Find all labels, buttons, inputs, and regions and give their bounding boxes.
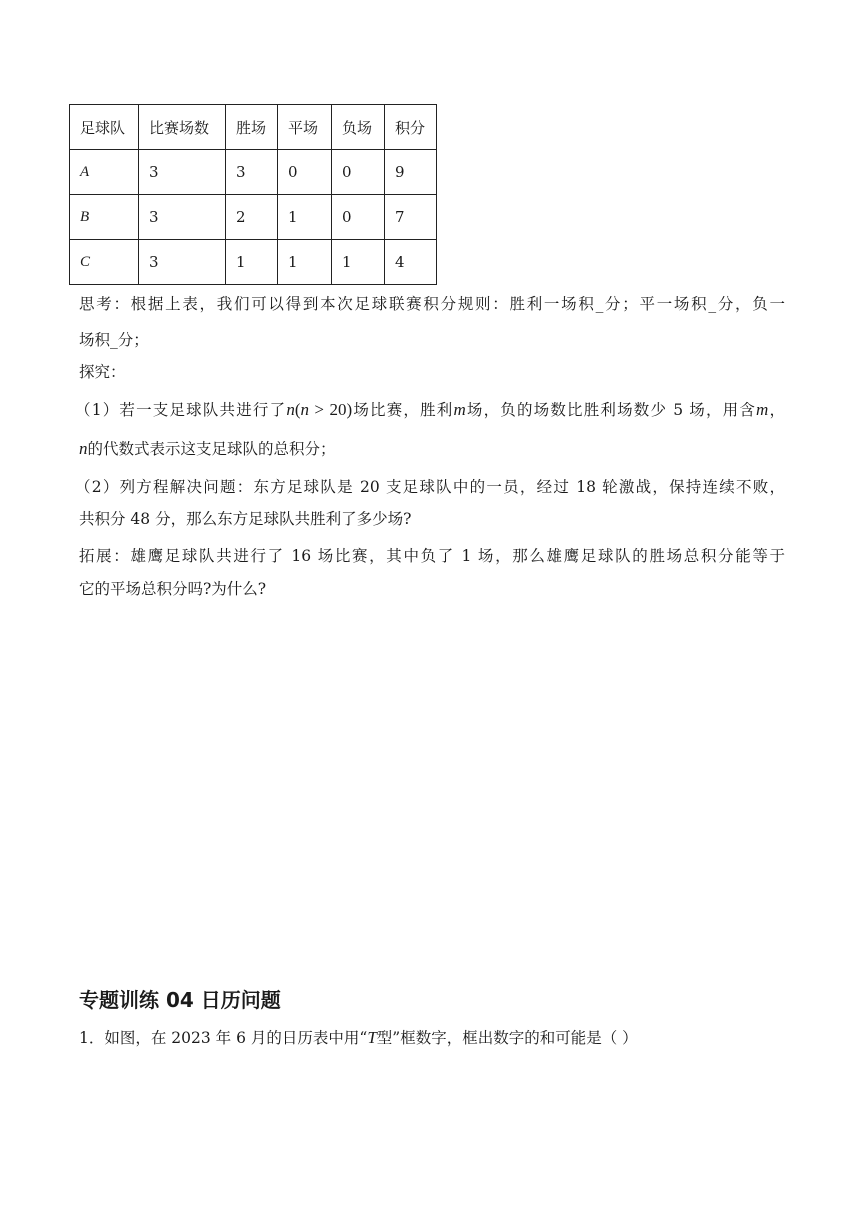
table-cell: 3 <box>139 150 226 195</box>
explore-label: 探究： <box>79 363 126 381</box>
q1-prefix: （1）若一支足球队共进行了 <box>75 401 287 419</box>
q1-var-n: n <box>286 400 295 419</box>
table-cell: 9 <box>385 150 437 195</box>
question-1-line-2 <box>79 434 785 464</box>
q1-var-n2: n <box>79 439 88 458</box>
q1-suffix: 的代数式表示这支足球队的总积分； <box>87 440 336 458</box>
q1-var-m2: m <box>756 400 769 419</box>
table-cell: 0 <box>332 195 385 240</box>
q1-paren-open: ( <box>294 400 301 419</box>
q1-paren-close: ) <box>346 400 353 419</box>
table-header-cell: 足球队 <box>70 105 139 150</box>
table-cell: 3 <box>139 195 226 240</box>
table-cell: 3 <box>139 240 226 285</box>
problem-1-var-T: T <box>367 1028 377 1047</box>
question-1-line-1 <box>75 395 785 425</box>
table-cell: 2 <box>226 195 278 240</box>
q1-mid-2: 场，负的场数比胜利场数少 5 场，用含 <box>465 401 757 419</box>
problem-1 <box>79 1023 785 1053</box>
table-row <box>70 195 437 240</box>
table-header-cell: 比赛场数 <box>139 105 226 150</box>
extend-line-2: 它的平场总积分吗?为什么? <box>79 580 267 598</box>
table-row <box>70 240 437 285</box>
table-cell: A <box>70 150 139 195</box>
table-header-cell: 负场 <box>332 105 385 150</box>
table-cell: B <box>70 195 139 240</box>
q1-var-n-inner: n <box>300 400 309 419</box>
q1-var-m: m <box>453 400 466 419</box>
table-header-cell: 积分 <box>385 105 437 150</box>
q1-mid-1: 场比赛，胜利 <box>352 401 454 419</box>
q1-gt-20: > 20 <box>308 400 347 419</box>
think-line-2: 场积_分； <box>79 331 149 349</box>
table-cell: 0 <box>332 150 385 195</box>
table-header-cell: 平场 <box>278 105 332 150</box>
table-cell: C <box>70 240 139 285</box>
table-cell: 1 <box>278 195 332 240</box>
score-table <box>69 104 437 285</box>
table-row <box>70 150 437 195</box>
think-line-1: 思考：根据上表，我们可以得到本次足球联赛积分规则：胜利一场积_分；平一场积_分，负一 <box>79 295 785 313</box>
extend-line-1: 拓展：雄鹰足球队共进行了 16 场比赛，其中负了 1 场，那么雄鹰足球队的胜场总积分能等于 <box>79 547 785 565</box>
table-cell: 7 <box>385 195 437 240</box>
section-title: 专题训练 04 日历问题 <box>79 988 281 1012</box>
table-cell: 3 <box>226 150 278 195</box>
table-cell: 1 <box>332 240 385 285</box>
table-header-cell: 胜场 <box>226 105 278 150</box>
q1-comma: ， <box>768 401 785 419</box>
table-cell: 4 <box>385 240 437 285</box>
table-cell: 1 <box>226 240 278 285</box>
table-cell: 0 <box>278 150 332 195</box>
question-2-line-1: （2）列方程解决问题：东方足球队是 20 支足球队中的一员，经过 18 轮激战，保持连续不败， <box>75 478 785 496</box>
table-header-row <box>70 105 437 150</box>
question-2-line-2: 共积分 48 分，那么东方足球队共胜利了多少场? <box>79 510 412 528</box>
problem-1-prefix: 1．如图，在 2023 年 6 月的日历表中用“ <box>79 1029 368 1047</box>
table-cell: 1 <box>278 240 332 285</box>
problem-1-suffix: 型”框数字，框出数字的和可能是（ ） <box>376 1029 638 1047</box>
